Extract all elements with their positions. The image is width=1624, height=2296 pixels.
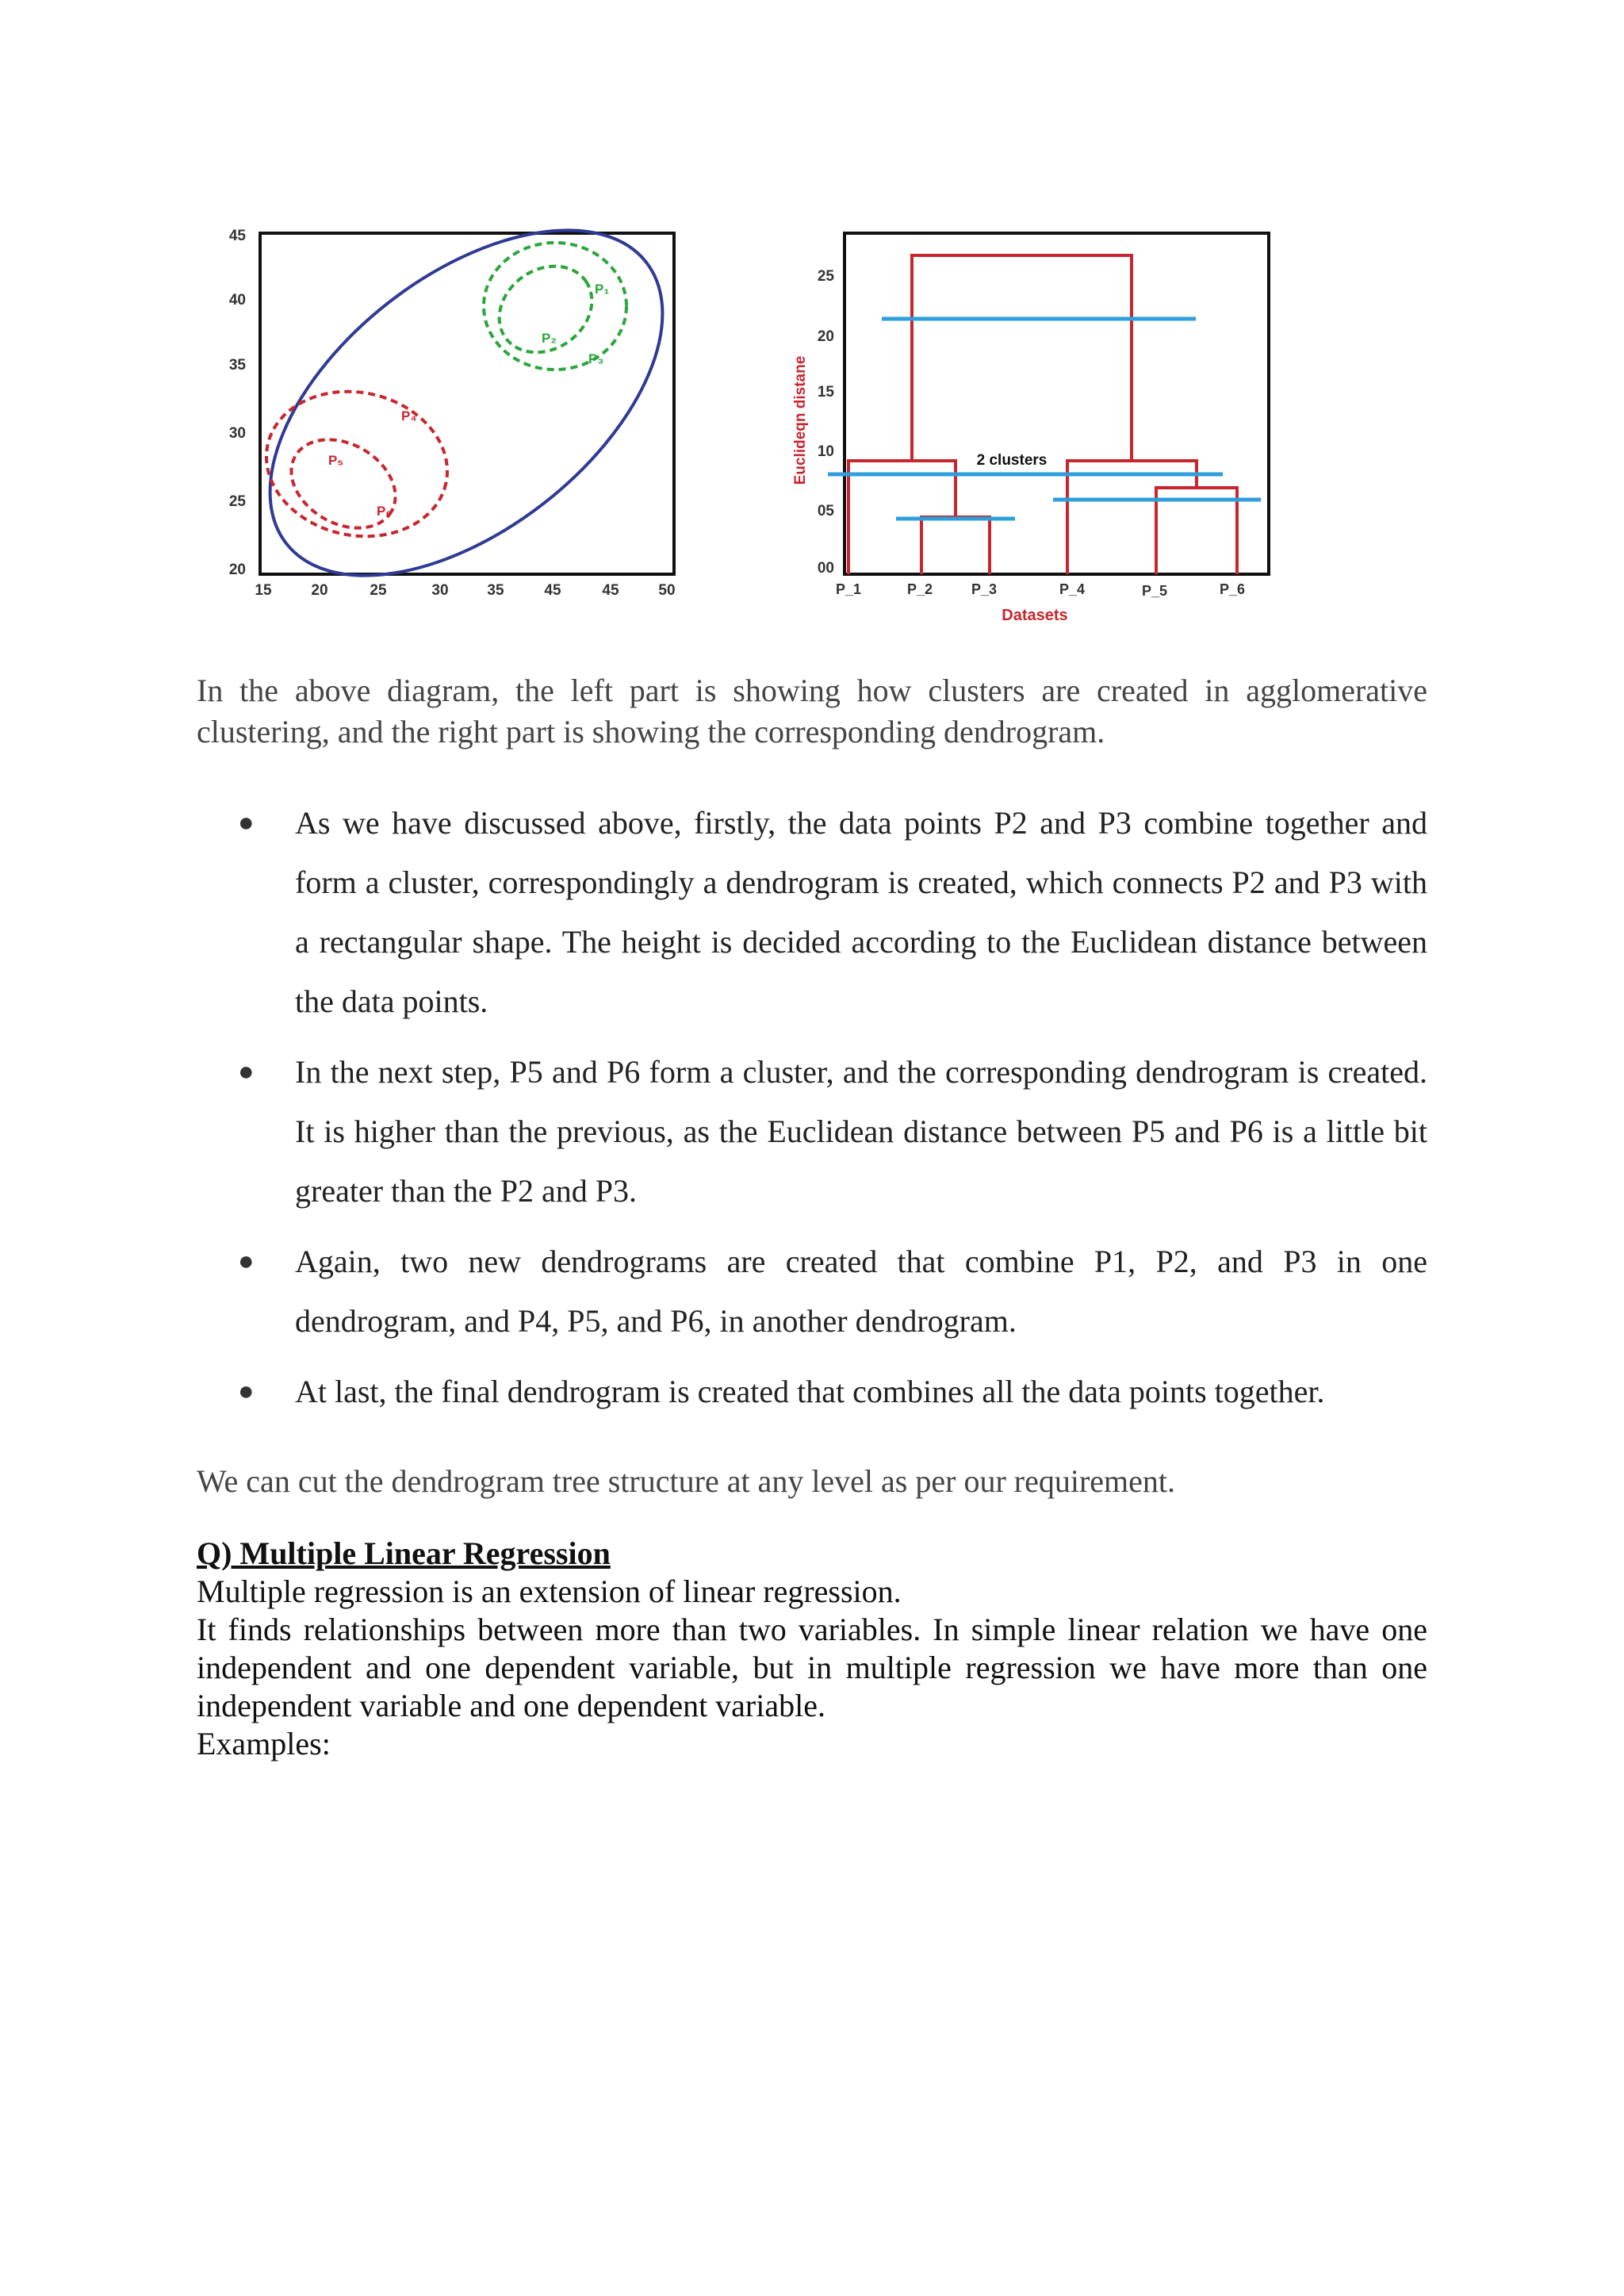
bullet-text: In the next step, P5 and P6 form a cluster, and the corresponding dendrogram is created. It is higher than the previous, as the Euclidean distance between P5 and P6 is a little bit greater than the P2 and P3.: [295, 1054, 1427, 1209]
dendro-xlabel: P_2: [906, 581, 933, 597]
scatter-xtick: 45: [602, 582, 619, 599]
dendro-ytick: 05: [817, 503, 834, 519]
dendro-ytick: 20: [817, 328, 834, 345]
dendro-ytick: 10: [817, 443, 834, 460]
scatter-xtick: 20: [311, 582, 328, 599]
point-label-p2: P₂: [542, 331, 557, 346]
point-label-p5: P₅: [328, 453, 344, 468]
scatter-xtick: 15: [255, 582, 272, 599]
dendro-xlabel: P_1: [835, 581, 862, 597]
bullet-text: At last, the final dendrogram is created that combines all the data points together.: [295, 1374, 1325, 1409]
clustering-figure: [214, 214, 1285, 642]
dendro-ytick: 25: [817, 268, 834, 285]
cut-paragraph: We can cut the dendrogram tree structure at any level as per our requirement.: [197, 1463, 1176, 1499]
point-label-p6: P₆: [377, 504, 393, 519]
scatter-plot: [214, 214, 724, 642]
dendrogram-xlabel: Datasets: [1002, 607, 1068, 624]
figure-svg: [214, 214, 1285, 642]
bullet-icon: ●: [238, 1377, 255, 1406]
scatter-ytick: 20: [228, 562, 246, 578]
scatter-xtick: 45: [544, 582, 561, 599]
dendro-xlabel: P_6: [1219, 581, 1246, 597]
bullet-text: As we have discussed above, firstly, the data points P2 and P3 combine together and form a cluster, correspondingly a dendrogram is created, which connects P2 and P3 with a rectangular shape. The height is decided according to the Euclidean distance between the data points.: [295, 805, 1427, 1019]
scatter-ytick: 30: [228, 425, 246, 442]
bullet-icon: ●: [238, 1057, 255, 1087]
scatter-frame: [260, 233, 674, 574]
bullet-text: Again, two new dendrograms are created that combine P1, P2, and P3 in one dendrogram, and P4, P5, and P6, in another dendrogram.: [295, 1244, 1427, 1339]
list-item: [238, 1232, 1427, 1351]
section-line: It finds relationships between more than two variables. In simple linear relation we have one independent and one dependent variable, but in multiple regression we have more than one independent variable and one dependent variable.: [197, 1612, 1427, 1723]
point-label-p4: P₄: [401, 408, 417, 424]
dendro-xlabel: P_4: [1059, 581, 1086, 597]
list-item: [238, 1362, 1427, 1421]
dendrogram: [792, 233, 1269, 624]
section-title: Q) Multiple Linear Regression: [197, 1535, 611, 1571]
dendro-ytick: 00: [817, 560, 834, 577]
dendro-ytick: 15: [817, 384, 834, 401]
dendrogram-ylabel: Euclideqn distane: [792, 355, 809, 485]
scatter-xtick: 25: [370, 582, 387, 599]
list-item: [238, 1042, 1427, 1221]
section-line: Multiple regression is an extension of linear regression.: [197, 1573, 902, 1609]
two-clusters-annotation: 2 clusters: [976, 452, 1048, 469]
bullet-icon: ●: [238, 1247, 255, 1276]
scatter-ytick: 45: [228, 228, 246, 244]
dendrogram-frame: [845, 233, 1269, 574]
point-label-p3: P₃: [588, 351, 604, 366]
scatter-ytick: 25: [228, 493, 246, 510]
steps-list: [238, 793, 1427, 1432]
list-item: [238, 793, 1427, 1031]
scatter-ytick: 40: [228, 292, 246, 309]
section-line: Examples:: [197, 1726, 331, 1761]
scatter-ytick: 35: [228, 357, 246, 374]
scatter-xtick: 35: [487, 582, 504, 599]
bullet-icon: ●: [238, 808, 255, 838]
intro-paragraph: In the above diagram, the left part is showing how clusters are created in agglomerative clustering, and the right part is showing the corresponding dendrogram.: [197, 673, 1427, 749]
scatter-xtick: 30: [431, 582, 449, 599]
scatter-xtick: 50: [658, 582, 676, 599]
dendro-xlabel: P_3: [971, 581, 998, 597]
point-label-p1: P₁: [595, 282, 610, 297]
dendro-xlabel: P_5: [1141, 583, 1168, 599]
mlr-section: [197, 1535, 1427, 1763]
